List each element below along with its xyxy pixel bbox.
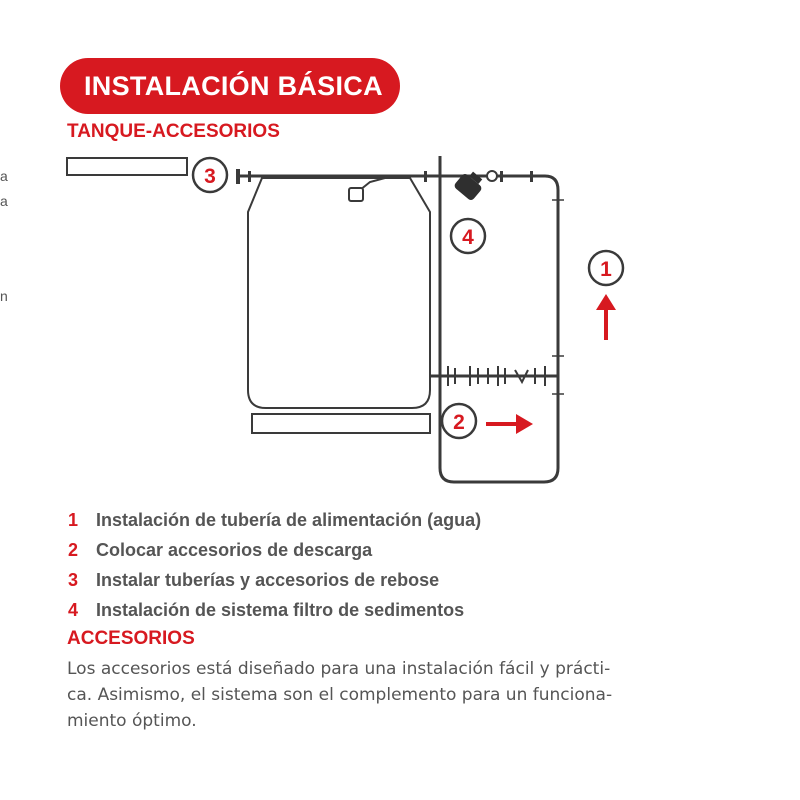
overflow-board (67, 158, 187, 175)
section-subtitle: TANQUE-ACCESORIOS (67, 121, 280, 142)
cropped-edge-text: a (0, 193, 8, 209)
step-number: 4 (68, 599, 79, 620)
step-number: 1 (68, 509, 79, 530)
pipe-fitting (248, 171, 251, 182)
step-text: Instalación de sistema filtro de sedimentos (96, 599, 465, 620)
right-arrow-icon (486, 414, 533, 434)
pipe-fitting (236, 169, 240, 184)
step-item (68, 565, 481, 595)
step-item (68, 505, 481, 535)
float-ball (349, 188, 363, 201)
pipe-fitting (500, 171, 503, 182)
step-item (68, 595, 481, 625)
pipe-fitting (424, 171, 427, 182)
step-number: 2 (68, 539, 79, 560)
water-tank (248, 178, 430, 408)
cropped-edge-text: n (0, 288, 8, 304)
cropped-edge-text: a (0, 168, 8, 184)
marker-4-label: 4 (462, 226, 474, 249)
marker-2-label: 2 (453, 411, 465, 434)
step-item (68, 535, 481, 565)
description-line: ca. Asimismo, el sistema son el complemento para un funciona- (67, 685, 613, 705)
page-title: INSTALACIÓN BÁSICA (84, 70, 383, 101)
accessories-description (67, 656, 677, 734)
description-line: miento óptimo. (67, 711, 197, 731)
description-line: Los accesorios está diseñado para una instalación fácil y prácti- (67, 659, 611, 679)
pipe-fitting (530, 171, 533, 182)
up-arrow-icon (596, 294, 616, 340)
tank-base-board (252, 414, 430, 433)
valve-icon (487, 171, 497, 181)
installation-steps-list (68, 505, 481, 625)
marker-3-label: 3 (204, 165, 216, 188)
step-text: Colocar accesorios de descarga (96, 539, 373, 560)
step-text: Instalar tuberías y accesorios de rebose (96, 569, 440, 590)
step-text: Instalación de tubería de alimentación (agua) (96, 509, 482, 530)
marker-1-label: 1 (600, 258, 612, 281)
step-number: 3 (68, 569, 79, 590)
accessories-heading: ACCESORIOS (67, 628, 195, 649)
sediment-filter (453, 168, 487, 202)
